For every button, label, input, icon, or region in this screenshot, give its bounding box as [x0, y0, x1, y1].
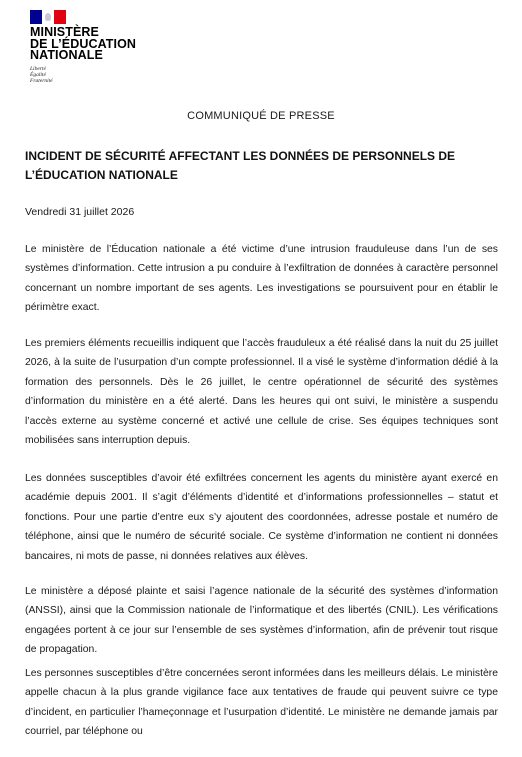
document-title: INCIDENT DE SÉCURITÉ AFFECTANT LES DONNÉES DE PERSONNELS DE L’ÉDUCATION NATIONALE [25, 149, 456, 182]
document-date: Vendredi 31 juillet 2026 [25, 206, 135, 218]
document-kicker: COMMUNIQUÉ DE PRESSE [187, 110, 335, 122]
paragraph-1: Le ministère de l’Éducation nationale a été victime d’une intrusion frauduleuse dans l’un de ses systèmes d’information. Cette intrusion a pu conduire à l’exfiltration de données à caractère personnel concernant un nombre important de ses agents. Les investigations se poursuivent pour en établir le périmètre exact. [25, 244, 498, 314]
paragraph-3: Les données susceptibles d’avoir été exfiltrées concernent les agents du ministère ayant exercé en académie depuis 2001. Il s’agit d’éléments d’identité et d’informations professionnelles – statut et fonctions. Pour une partie d’entre eux s’y ajoutent des coordonnées, adresse postale et numéro de téléphone, ainsi que le numéro de sécurité sociale. Ce système d’information ne contient ni données bancaires, ni mots de passe, ni données relatives aux élèves. [25, 473, 498, 562]
ministry-logo [30, 10, 170, 84]
logo-line-2: DE L’ÉDUCATION [30, 36, 137, 51]
paragraph-2: Les premiers éléments recueillis indiquent que l’accès frauduleux a été réalisé dans la nuit du 25 juillet 2026, à la suite de l’usurpation d’un compte professionnel. Il a visé le système d’information dédié à la formation des personnels. Dès le 26 juillet, le centre opérationnel de sécurité des systèmes d’information du ministère en a été alerté. Dans les heures qui ont suivi, le ministère a suspendu l’accès externe au système concerné et activé une cellule de crise. Ses équipes techniques sont mobilisées sans interruption depuis. [25, 338, 498, 447]
motto-fraternite: Fraternité [30, 77, 53, 84]
republic-motto [30, 66, 170, 84]
motto-liberte: Liberté [30, 65, 46, 72]
logo-line-1: MINISTÈRE [30, 25, 99, 39]
paragraph-4: Le ministère a déposé plainte et saisi l’agence nationale de la sécurité des systèmes d’information (ANSSI), ainsi que la Commission nationale de l’informatique et des libertés (CNIL). Les vérifications engagées portent à ce jour sur l’ensemble de ses systèmes d’information, afin de prévenir tout risque de propagation. [25, 586, 498, 656]
french-flag-icon [30, 10, 66, 24]
motto-egalite: Égalité [30, 71, 46, 78]
paragraph-5: Les personnes susceptibles d’être concernées seront informées dans les meilleurs délais. Le ministère appelle chacun à la plus grande vigilance face aux tentatives de fraude qui peuvent suivre ce type d’incident, en particulier l’hameçonnage et l’usurpation d’identité. Le ministère ne demande jamais par courriel, par téléphone ou [25, 668, 498, 738]
logo-line-3: NATIONALE [30, 48, 103, 62]
